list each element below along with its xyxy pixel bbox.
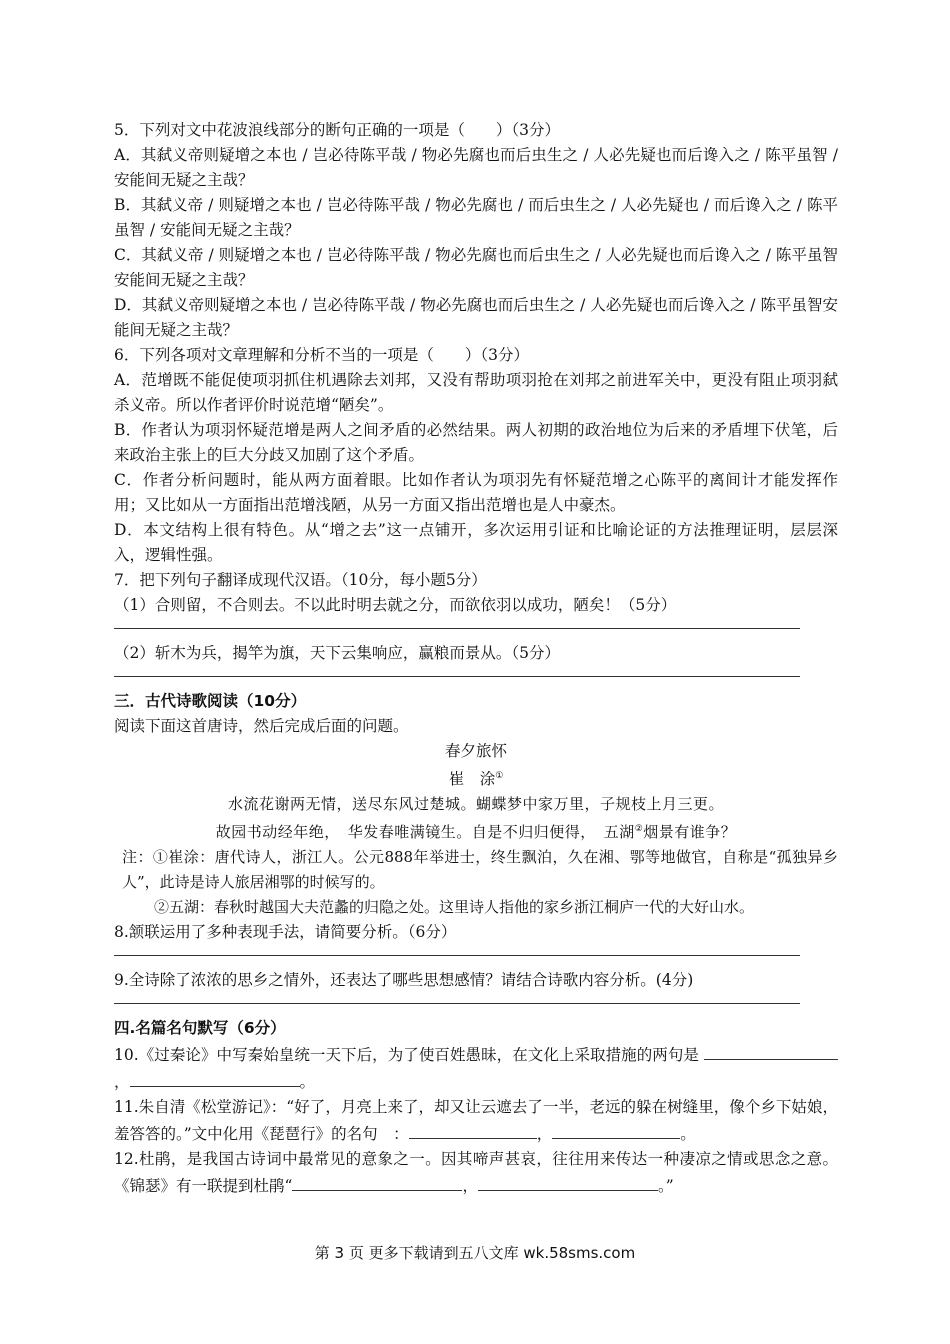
poem-line-1: 水流花谢两无情，送尽东风过楚城。蝴蝶梦中家万里，子规枝上月三更。 [227,795,724,814]
poem-line-2 [114,817,838,845]
q5-option-c: C．其弑义帝 / 则疑增之本也 / 岂必待陈平哉 / 物必先腐也而后虫生之 / 人必先疑也而后谗入之 / 陈平虽智安能间无疑之主哉？ [114,246,838,289]
poem-author-name: 崔 涂 [448,770,496,789]
q12 [114,1147,838,1199]
q11-end: 。 [680,1125,696,1144]
poem-note-2: ②五湖：春秋时越国大夫范蠡的归隐之处。这里诗人指他的家乡浙江桐庐一代的大好山水。 [154,898,755,917]
page-footer: 第 3 页 更多下载请到五八文库 wk.58sms.com [314,1244,636,1262]
answer-line-q7-1[interactable] [114,628,800,629]
q11 [114,1095,838,1147]
q6-stem: 6．下列各项对文章理解和分析不当的一项是（ ）（3分） [114,346,529,364]
q11-sep: ， [536,1125,553,1144]
section3-heading: 三．古代诗歌阅读（10分） [114,692,307,710]
q9-stem: 9.全诗除了浓浓的思乡之情外，还表达了哪些思想感情？请结合诗歌内容分析。(4分) [114,971,694,990]
q12-blank-1[interactable] [292,1172,462,1191]
q5-stem: 5．下列对文中花波浪线部分的断句正确的一项是（ ）（3分） [114,121,560,139]
q12-end: 。” [657,1177,674,1196]
q6-option-a: A．范增既不能促使项羽抓住机遇除去刘邦，又没有帮助项羽抢在刘邦之前进军关中，更没有阻止项羽弑杀义帝。所以作者评价时说范增“陋矣”。 [114,371,838,414]
q7-stem: 7．把下列句子翻译成现代汉语。（10分，每小题5分） [114,571,487,589]
q11-blank-1[interactable] [409,1120,537,1139]
q10-text: 10.《过秦论》中写秦始皇统一天下后，为了使百姓愚昧，在文化上采取措施的两句是 [114,1046,699,1065]
poem-note-1: 注：①崔涂：唐代诗人，浙江人。公元888年举进士，终生飘泊，久在湘、鄂等地做官，自称是“孤独异乡人”，此诗是诗人旅居湘鄂的时候写的。 [122,848,838,892]
answer-line-q7-2[interactable] [114,676,800,677]
q5-option-a: A．其弑义帝则疑增之本也 / 岂必待陈平哉 / 物必先腐也而后虫生之 / 人必先疑也而后谗入之 / 陈平虽智 / 安能间无疑之主哉？ [114,146,838,189]
section4-heading: 四.名篇名句默写（6分） [114,1019,286,1038]
q7-sub2: （2）斩木为兵，揭竿为旗，天下云集响应，赢粮而景从。（5分） [114,644,560,662]
note-mark-1: ① [495,771,504,781]
q10 [114,1041,838,1095]
page-content [114,118,838,1199]
poem-line-2-b: 烟景有谁争？ [643,823,737,842]
section3-intro: 阅读下面这首唐诗，然后完成后面的问题。 [114,717,409,735]
q5-option-d: D．其弑义帝则疑增之本也 / 岂必待陈平哉 / 物必先腐也而后虫生之 / 人必先疑也而后谗入之 / 陈平虽智安能间无疑之主哉？ [114,296,838,339]
poem-line-2-a: 故园书动经年绝， 华发春唯满镜生。自是不归归便得， 五湖 [215,823,635,842]
q10-end: 。 [299,1073,316,1092]
q12-sep: ， [462,1177,478,1196]
q11-blank-2[interactable] [552,1120,680,1139]
q6-option-b: B．作者认为项羽怀疑范增是两人之间矛盾的必然结果。两人初期的政治地位为后来的矛盾埋下伏笔，后来政治主张上的巨大分歧又加剧了这个矛盾。 [114,421,838,464]
q10-blank-1b[interactable] [788,1041,838,1060]
q12-blank-2[interactable] [478,1172,658,1191]
answer-line-q9[interactable] [114,1003,800,1004]
poem-title: 春夕旅怀 [444,742,507,760]
q8-stem: 8.颔联运用了多种表现手法，请简要分析。（6分） [114,923,457,942]
note-mark-2: ② [634,824,644,835]
q7-sub1: （1）合则留，不合则去。不以此时明去就之分，而欲依羽以成功，陋矣！（5分） [114,596,677,614]
q10-blank-1a[interactable] [704,1041,788,1060]
q10-sep: ， [114,1073,130,1092]
q12-text: 12.杜鹃，是我国古诗词中最常见的意象之一。因其啼声甚哀，往往用来传达一种凄凉之情或思念之意。《锦瑟》有一联提到杜鹃“ [114,1150,838,1196]
q5-option-b: B．其弑义帝 / 则疑增之本也 / 岂必待陈平哉 / 物必先腐也 / 而后虫生之 / 人必先疑也 / 而后谗入之 / 陈平虽智 / 安能间无疑之主哉？ [114,196,838,239]
poem-author [114,764,838,792]
answer-line-q8[interactable] [114,955,800,956]
q6-option-d: D．本文结构上很有特色。从“增之去”这一点铺开，多次运用引证和比喻论证的方法推理证明，层层深入，逻辑性强。 [114,521,838,564]
q11-text: 11.朱自清《松堂游记》：“好了，月亮上来了，却又让云遮去了一半，老远的躲在树缝里，像个乡下姑娘，羞答答的。”文中化用《琵琶行》的名句 ： [114,1098,838,1144]
q10-blank-2[interactable] [130,1068,300,1087]
q6-option-c: C．作者分析问题时，能从两方面着眼。比如作者认为项羽先有怀疑范增之心陈平的离间计才能发挥作用；又比如从一方面指出范增浅陋，从另一方面又指出范增也是人中豪杰。 [114,471,838,514]
